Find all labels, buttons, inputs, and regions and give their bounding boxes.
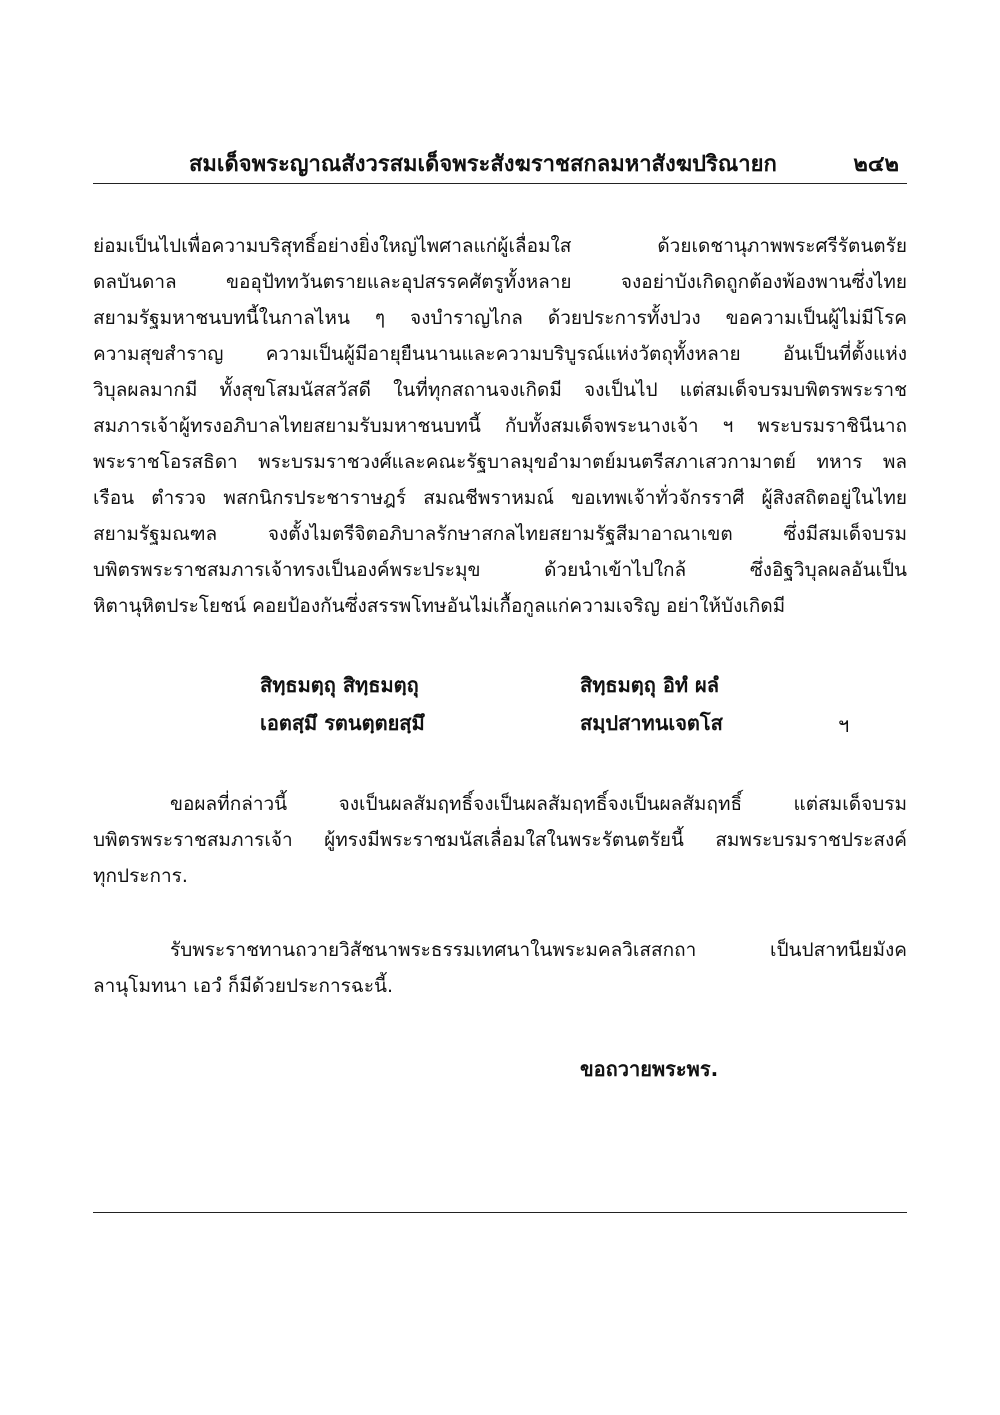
- header-rule: [93, 183, 907, 184]
- header-title: สมเด็จพระญาณสังวรสมเด็จพระสังฆราชสกลมหาสังฆปริณายก: [189, 152, 777, 177]
- verse-line: สมฺปสาทนเจตโส: [580, 711, 723, 735]
- text-line: หิตานุหิตประโยชน์ คอยป้องกันซึ่งสรรพโทษอันไม่เกื้อกูลแก่ความเจริญ อย่าให้บังเกิดมี: [93, 595, 786, 617]
- text-line: ลานุโมทนา เอวํ ก็มีด้วยประการฉะนี้.: [93, 975, 394, 997]
- verse-line: สิทฺธมตฺถุ อิทํ ผลํ: [580, 673, 719, 697]
- footer-rule: [93, 1212, 907, 1213]
- page-number: ๒๔๒: [853, 152, 899, 177]
- text-line: บพิตรพระราชสมภารเจ้าทรงเป็นองค์พระประมุข ด้วยนำเข้าไปใกล้ ซึ่งอิฐวิบุลผลอันเป็น: [93, 559, 907, 581]
- text-line: ทุกประการ.: [93, 865, 188, 887]
- text-line: พระราชโอรสธิดา พระบรมราชวงศ์และคณะรัฐบาลมุขอำมาตย์มนตรีสภาเสวกามาตย์ ทหาร พล: [93, 451, 907, 473]
- text-line: ขอผลที่กล่าวนี้ จงเป็นผลสัมฤทธิ์จงเป็นผลสัมฤทธิ์จงเป็นผลสัมฤทธิ์ แต่สมเด็จบรม: [170, 793, 907, 815]
- closing-salutation: ขอถวายพระพร.: [580, 1057, 719, 1081]
- text-line: ย่อมเป็นไปเพื่อความบริสุทธิ์อย่างยิ่งใหญ่ไพศาลแก่ผู้เลื่อมใส ด้วยเดชานุภาพพระศรีรัตนตรัย: [93, 235, 907, 257]
- text-line: สมภารเจ้าผู้ทรงอภิบาลไทยสยามรับมหาชนบทนี้ กับทั้งสมเด็จพระนางเจ้า ฯ พระบรมราชินีนาถ: [93, 415, 907, 437]
- text-line: สยามรัฐมหาชนบทนี้ในกาลไหน ๆ จงบำราญไกล ด้วยประการทั้งปวง ขอความเป็นผู้ไม่มีโรค: [93, 307, 907, 329]
- verse-line: สิทฺธมตฺถุ สิทฺธมตฺถุ: [260, 673, 419, 697]
- text-line: เรือน ตำรวจ พสกนิกรประชาราษฎร์ สมณชีพราหมณ์ ขอเทพเจ้าทั่วจักรราศี ผู้สิงสถิตอยู่ในไทย: [93, 487, 907, 509]
- running-header: [93, 146, 907, 182]
- text-line: บพิตรพระราชสมภารเจ้า ผู้ทรงมีพระราชมนัสเลื่อมใสในพระรัตนตรัยนี้ สมพระบรมราชประสงค์: [93, 829, 907, 851]
- text-line: วิบุลผลมากมี ทั้งสุขโสมนัสสวัสดี ในที่ทุกสถานจงเกิดมี จงเป็นไป แต่สมเด็จบรมบพิตรพระราช: [93, 379, 907, 401]
- text-line: รับพระราชทานถวายวิสัชนาพระธรรมเทศนาในพระมคลวิเสสกถา เป็นปสาทนียมังค: [170, 939, 907, 961]
- text-line: สยามรัฐมณฑล จงตั้งไมตรีจิตอภิบาลรักษาสกลไทยสยามรัฐสีมาอาณาเขต ซึ่งมีสมเด็จบรม: [93, 523, 907, 545]
- verse-end-mark: ฯ: [838, 713, 850, 737]
- text-line: ดลบันดาล ขออุปัททวันตรายและอุปสรรคศัตรูทั้งหลาย จงอย่าบังเกิดถูกต้องพ้องพานซึ่งไทย: [93, 271, 907, 293]
- verse-line: เอตสฺมึ รตนตฺตยสฺมึ: [260, 711, 425, 735]
- text-line: ความสุขสำราญ ความเป็นผู้มีอายุยืนนานและความบริบูรณ์แห่งวัตถุทั้งหลาย อันเป็นที่ตั้งแห่ง: [93, 343, 907, 365]
